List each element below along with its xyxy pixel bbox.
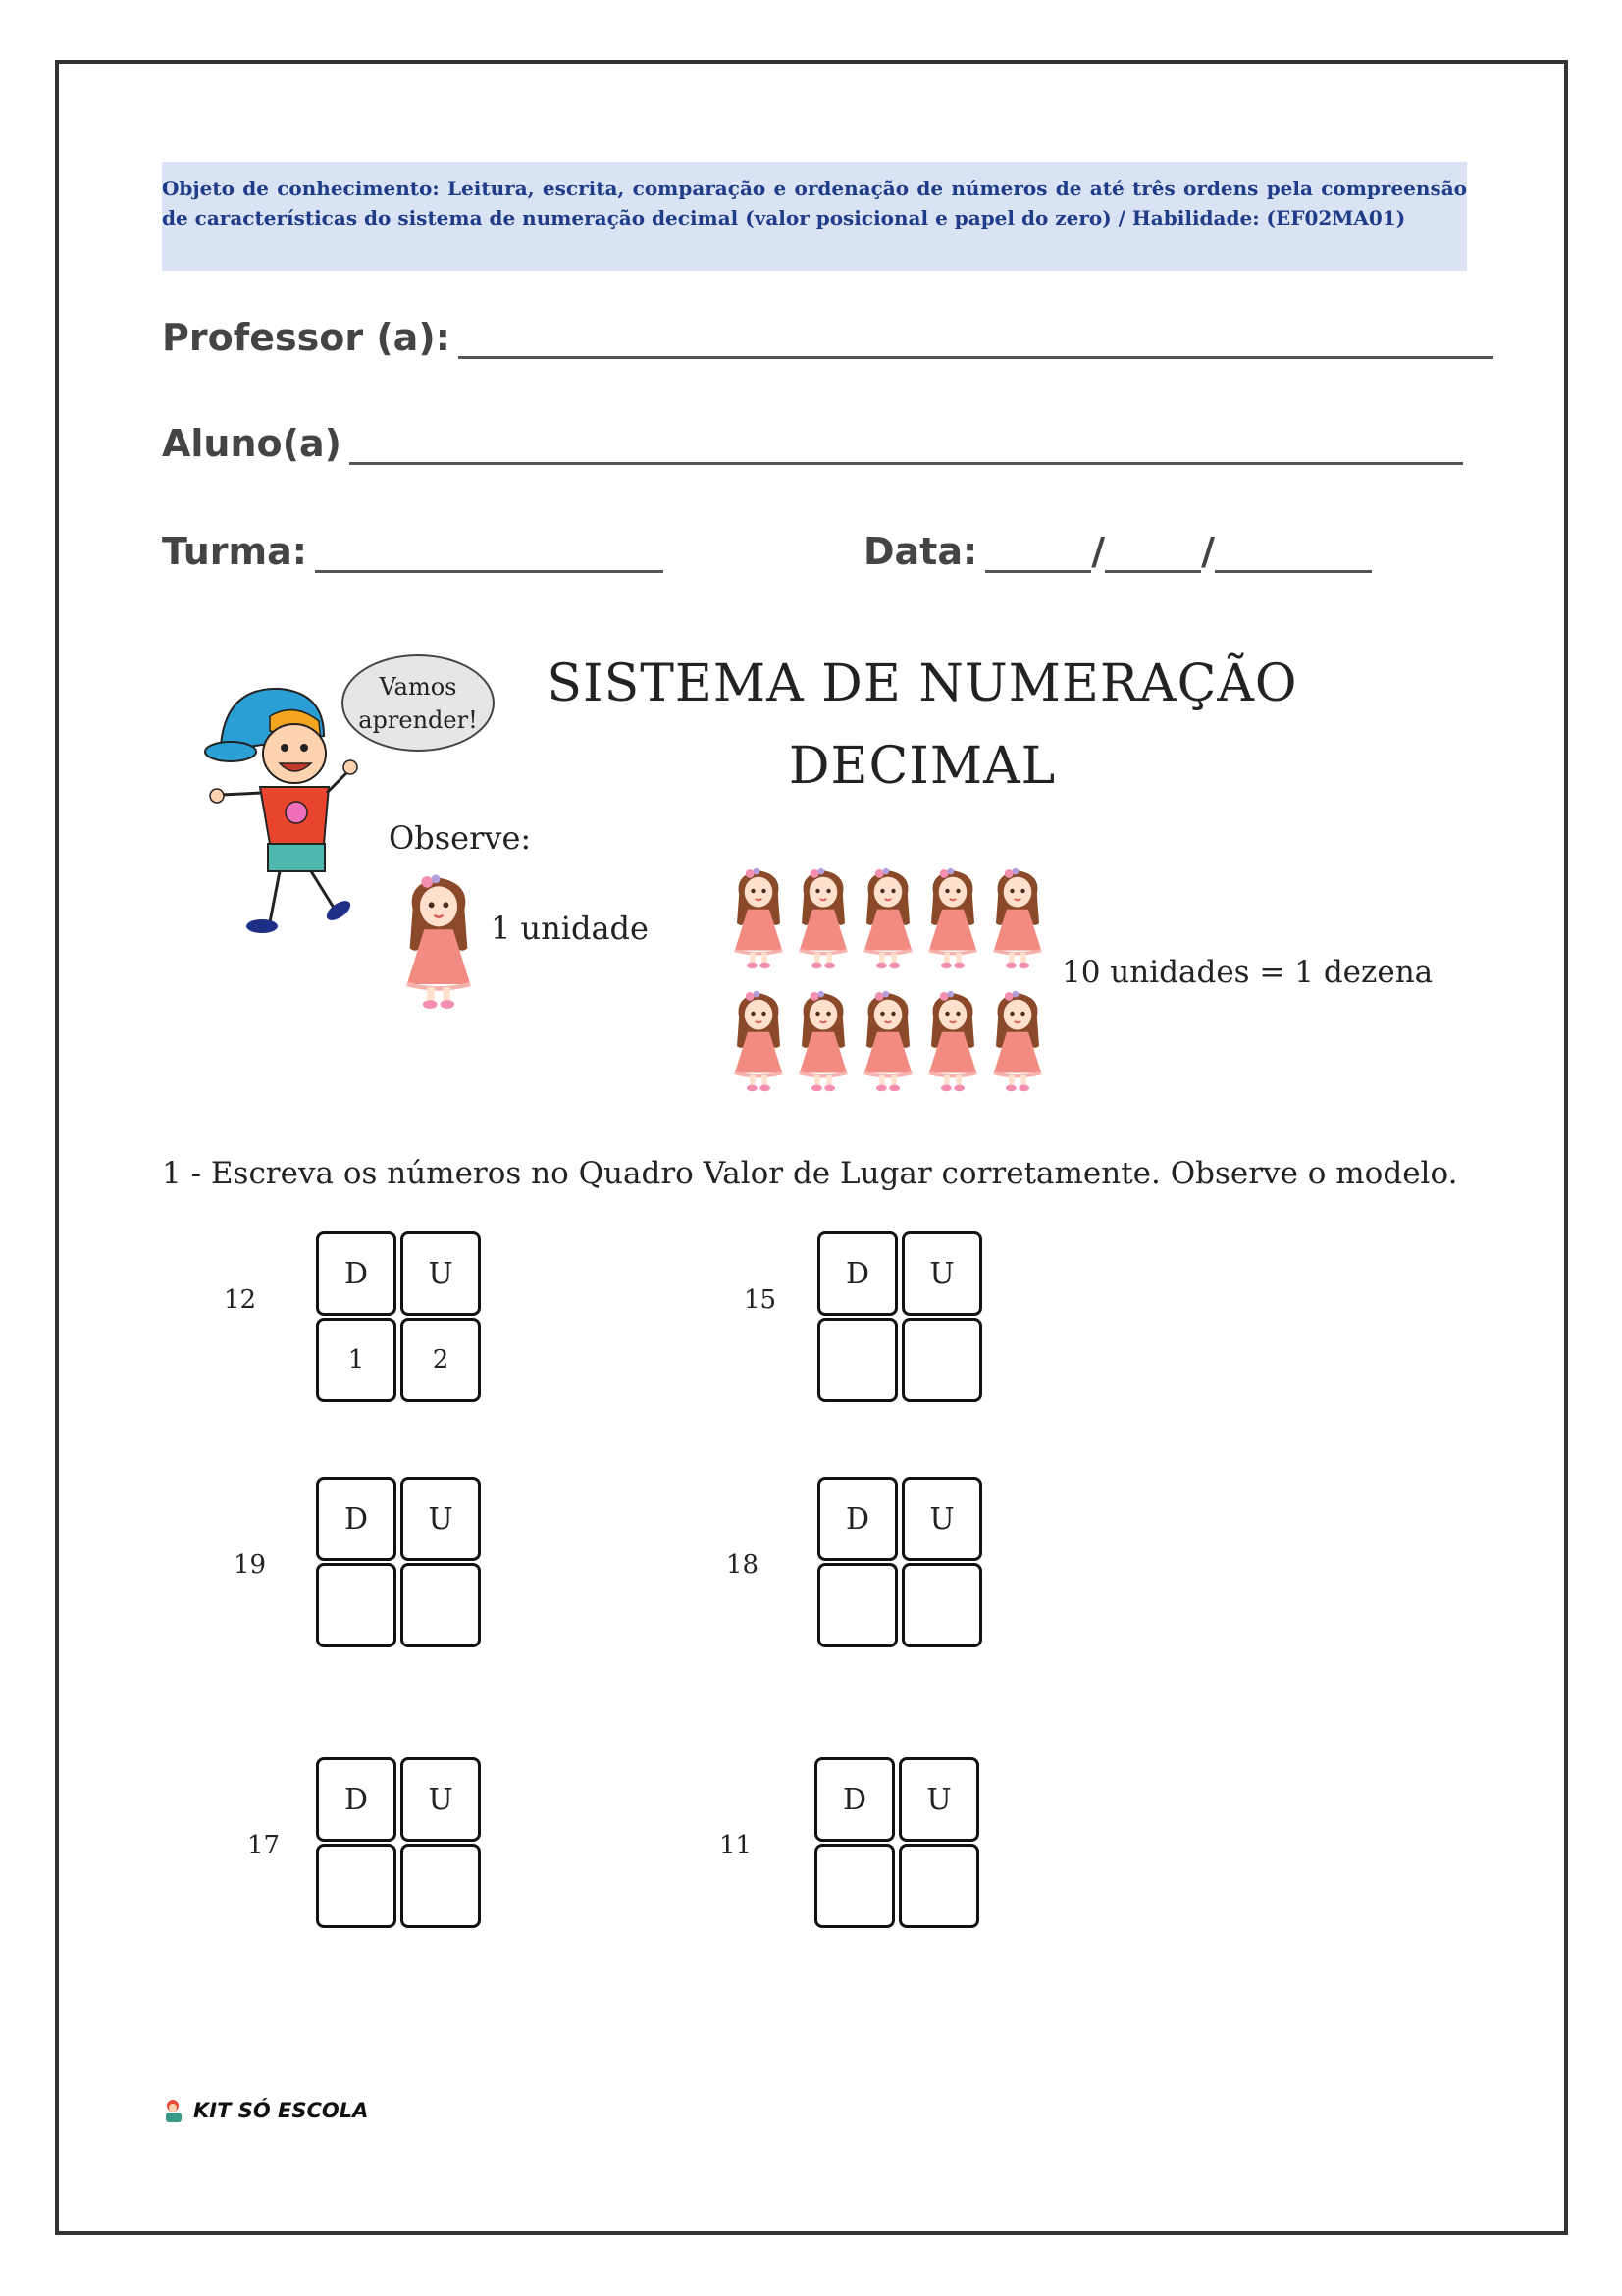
exercise-number: 17: [247, 1831, 281, 1860]
exercise-number: 11: [719, 1831, 753, 1860]
column-header-u: U: [902, 1231, 982, 1316]
month-input-line[interactable]: [1105, 560, 1201, 573]
dezena-answer-cell[interactable]: 1: [316, 1318, 396, 1402]
column-header-d: D: [316, 1757, 396, 1842]
doll-unit: [395, 868, 482, 1018]
page-border: [55, 60, 1568, 2235]
column-header-u: U: [902, 1477, 982, 1561]
title-line-2: DECIMAL: [788, 737, 1057, 796]
unidade-answer-cell[interactable]: 2: [400, 1318, 481, 1402]
dezena-answer-cell[interactable]: [814, 1844, 895, 1928]
doll-unit: [920, 984, 985, 1101]
speech-line-1: Vamos: [379, 672, 457, 701]
year-input-line[interactable]: [1215, 560, 1372, 573]
exercise-number: 12: [224, 1285, 257, 1315]
doll-unit: [856, 861, 920, 978]
aluno-field: [162, 422, 1463, 465]
doll-unit: [856, 984, 920, 1101]
brand-logo: [162, 2098, 368, 2123]
column-header-u: U: [899, 1757, 979, 1842]
objective-banner: [162, 162, 1467, 271]
exercise-number: 15: [744, 1285, 777, 1315]
professor-input-line[interactable]: [458, 346, 1493, 359]
doll-group-ten: [726, 861, 1060, 1107]
exercise-number: 19: [234, 1550, 267, 1580]
page-title: [530, 643, 1315, 808]
doll-unit: [791, 861, 856, 978]
dezena-label: 10 unidades = 1 dezena: [1062, 955, 1434, 990]
logo-text: KIT SÓ ESCOLA: [193, 2099, 369, 2122]
column-header-u: U: [400, 1477, 481, 1561]
unidade-answer-cell[interactable]: [400, 1844, 481, 1928]
dezena-answer-cell[interactable]: [316, 1844, 396, 1928]
doll-unit: [920, 861, 985, 978]
observe-label: Observe:: [389, 819, 532, 857]
column-header-u: U: [400, 1231, 481, 1316]
unidade-answer-cell[interactable]: [902, 1318, 982, 1402]
data-label: Data:: [863, 530, 978, 573]
date-slash: /: [1201, 530, 1215, 573]
boy-illustration: [201, 677, 358, 942]
unit-label: 1 unidade: [491, 910, 649, 947]
turma-label: Turma:: [162, 530, 307, 573]
teacher-icon: [162, 2098, 187, 2123]
data-field: [863, 530, 1372, 573]
aluno-input-line[interactable]: [349, 452, 1463, 465]
unidade-answer-cell[interactable]: [899, 1844, 979, 1928]
dezena-answer-cell[interactable]: [316, 1563, 396, 1647]
column-header-d: D: [814, 1757, 895, 1842]
column-header-d: D: [817, 1477, 898, 1561]
speech-bubble: [341, 654, 495, 752]
doll-unit: [726, 984, 791, 1101]
doll-unit: [985, 984, 1050, 1101]
turma-input-line[interactable]: [315, 560, 663, 573]
column-header-d: D: [316, 1477, 396, 1561]
day-input-line[interactable]: [985, 560, 1091, 573]
exercise-number: 18: [726, 1550, 759, 1580]
exercise-instruction: 1 - Escreva os números no Quadro Valor de Lugar corretamente. Observe o modelo.: [162, 1156, 1458, 1191]
column-header-d: D: [316, 1231, 396, 1316]
dezena-answer-cell[interactable]: [817, 1563, 898, 1647]
title-line-1: SISTEMA DE NUMERAÇÃO: [547, 654, 1298, 713]
column-header-d: D: [817, 1231, 898, 1316]
dezena-answer-cell[interactable]: [817, 1318, 898, 1402]
unidade-answer-cell[interactable]: [400, 1563, 481, 1647]
date-slash: /: [1091, 530, 1106, 573]
speech-line-2: aprender!: [358, 705, 478, 734]
doll-unit: [985, 861, 1050, 978]
unidade-answer-cell[interactable]: [902, 1563, 982, 1647]
doll-unit: [791, 984, 856, 1101]
doll-unit: [726, 861, 791, 978]
objective-text: Objeto de conhecimento: Leitura, escrita, comparação e ordenação de números de até três ordens pela compreensão de características do sistema de numeração decimal (valor posicional e papel do zero) / Habilidade: (EF02MA01): [162, 177, 1467, 230]
professor-field: [162, 316, 1493, 359]
column-header-u: U: [400, 1757, 481, 1842]
aluno-label: Aluno(a): [162, 422, 342, 465]
turma-field: [162, 530, 663, 573]
professor-label: Professor (a):: [162, 316, 450, 359]
